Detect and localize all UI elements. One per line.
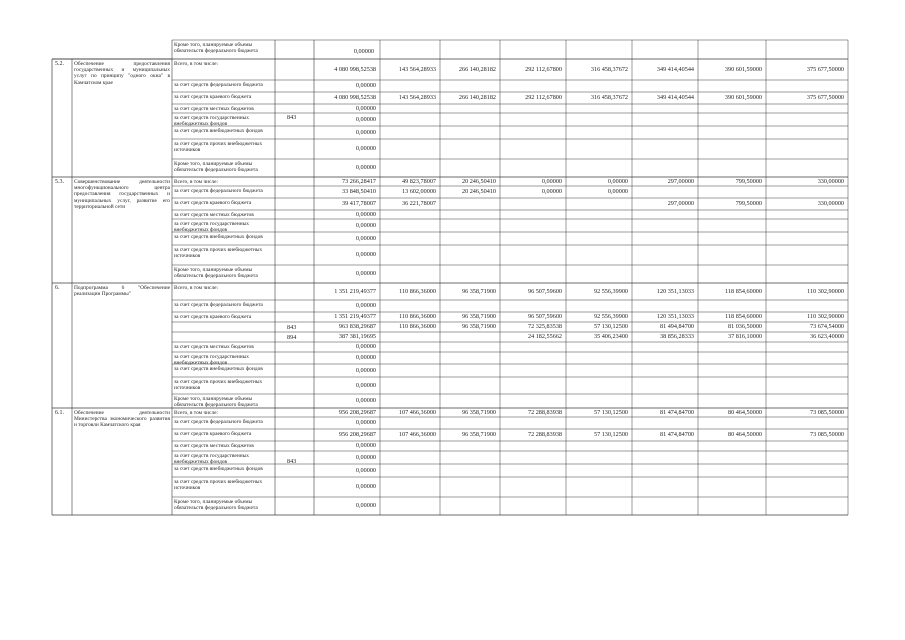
value-cell: 80 464,50000 bbox=[727, 409, 762, 416]
value-cell: 963 838,29687 bbox=[338, 323, 376, 330]
row-label: за счет средств краевого бюджета bbox=[174, 93, 252, 100]
row-label: за счет средств государственных внебюджетных фондов bbox=[174, 452, 249, 465]
value-cell: 81 494,84700 bbox=[659, 323, 694, 330]
row-label: за счет средств местных бюджетов bbox=[174, 211, 254, 218]
row-label: Всего, в том числе: bbox=[174, 409, 219, 416]
section-budget-code: 843 bbox=[287, 114, 297, 121]
row-label: за счет средств прочих внебюджетных источников bbox=[174, 246, 263, 259]
value-cell: 0,00000 bbox=[541, 188, 562, 195]
value-cell: 0,00000 bbox=[355, 82, 376, 89]
section-name: Обеспечение предоставления государственных и муниципальных услуг по принципу "одного окна" в Камчатском крае bbox=[74, 61, 170, 86]
row-label: за счет средств краевого бюджета bbox=[174, 430, 252, 437]
value-cell: 107 466,36000 bbox=[398, 409, 436, 416]
value-cell: 37 816,10000 bbox=[727, 333, 762, 340]
value-cell: 266 140,28182 bbox=[458, 94, 496, 101]
value-cell: 73 085,50000 bbox=[809, 409, 844, 416]
row-label: за счет средств прочих внебюджетных источников bbox=[174, 140, 263, 153]
value-cell: 349 414,40544 bbox=[656, 65, 694, 73]
value-cell: 799,50000 bbox=[735, 200, 762, 207]
section-number: 6.1. bbox=[55, 410, 64, 416]
value-cell: 1 351 219,49377 bbox=[334, 287, 376, 295]
value-cell: 0,00000 bbox=[355, 164, 376, 171]
budget-code: 894 bbox=[287, 334, 297, 341]
value-cell: 0,00000 bbox=[355, 419, 376, 426]
value-cell: 49 823,78007 bbox=[401, 178, 436, 185]
value-cell: 375 677,50000 bbox=[806, 94, 844, 101]
value-cell: 387 381,19695 bbox=[338, 333, 376, 340]
value-cell: 0,00000 bbox=[355, 466, 376, 474]
value-cell: 96 358,71900 bbox=[461, 313, 496, 320]
value-cell: 297,00000 bbox=[667, 200, 694, 207]
value-cell: 0,00000 bbox=[355, 343, 376, 350]
value-cell: 57 130,12500 bbox=[593, 409, 628, 416]
value-cell: 349 414,40544 bbox=[656, 94, 694, 101]
value-cell: 0,00000 bbox=[355, 145, 376, 152]
top-note-value: 0,00000 bbox=[353, 48, 374, 55]
row-label: за счет средств прочих внебюджетных источников bbox=[174, 378, 263, 391]
value-cell: 390 601,59000 bbox=[724, 94, 762, 101]
row-label: за счет средств внебюджетных фондов bbox=[174, 127, 263, 134]
value-cell: 0,00000 bbox=[355, 251, 376, 258]
value-cell: 0,00000 bbox=[355, 221, 376, 229]
row-label: Всего, в том числе: bbox=[174, 178, 219, 185]
value-cell: 110 866,36000 bbox=[399, 323, 436, 330]
value-cell: 36 623,40000 bbox=[809, 333, 844, 340]
value-cell: 0,00000 bbox=[355, 105, 376, 112]
value-cell: 96 358,71900 bbox=[461, 431, 496, 438]
value-cell: 118 854,60000 bbox=[725, 287, 762, 295]
row-label: за счет средств федерального бюджета bbox=[174, 301, 263, 308]
value-cell: 35 406,23400 bbox=[593, 333, 628, 340]
value-cell: 375 677,50000 bbox=[806, 65, 844, 73]
value-cell: 0,00000 bbox=[355, 502, 376, 509]
row-label: за счет средств внебюджетных фондов bbox=[174, 365, 263, 372]
value-cell: 0,00000 bbox=[355, 354, 376, 361]
value-cell: 72 288,83938 bbox=[527, 409, 562, 416]
value-cell: 0,00000 bbox=[355, 442, 376, 449]
value-cell: 20 246,50410 bbox=[461, 178, 496, 185]
value-cell: 120 351,13033 bbox=[656, 313, 694, 320]
value-cell: 0,00000 bbox=[355, 453, 376, 461]
row-label: за счет средств государственных внебюджетных фондов bbox=[174, 220, 249, 233]
value-cell: 799,50000 bbox=[735, 178, 762, 185]
row-label: за счет средств краевого бюджета bbox=[174, 199, 252, 206]
value-cell: 39 417,78007 bbox=[341, 200, 376, 207]
row-label: за счет средств федерального бюджета bbox=[174, 187, 263, 194]
value-cell: 107 466,36000 bbox=[398, 431, 436, 438]
value-cell: 57 130,12500 bbox=[593, 323, 628, 330]
value-cell: 36 221,78007 bbox=[401, 200, 436, 207]
value-cell: 330,00000 bbox=[817, 178, 844, 185]
value-cell: 24 182,55662 bbox=[527, 333, 562, 340]
row-label: Всего, в том числе: bbox=[174, 60, 219, 67]
value-cell: 96 507,59600 bbox=[527, 287, 562, 295]
value-cell: 73 266,28417 bbox=[341, 178, 376, 185]
value-cell: 110 302,90000 bbox=[807, 313, 844, 320]
section-number: 6. bbox=[55, 285, 60, 291]
value-cell: 92 556,39900 bbox=[593, 313, 628, 320]
row-label: Кроме того, планируемые объемы обязательств федерального бюджета bbox=[174, 395, 258, 408]
value-cell: 316 458,37672 bbox=[590, 65, 628, 73]
value-cell: 330,00000 bbox=[817, 200, 844, 207]
row-label: за счет средств федерального бюджета bbox=[174, 81, 263, 88]
section-name: Совершенствование деятельности многофункционального центра предоставления государственных и муниципальных услуг, развитие его территориальной сети bbox=[74, 179, 170, 210]
value-cell: 143 564,28933 bbox=[398, 94, 436, 101]
value-cell: 80 464,50000 bbox=[727, 431, 762, 438]
value-cell: 0,00000 bbox=[355, 302, 376, 309]
section-budget-code: 843 bbox=[287, 457, 297, 465]
section-number: 5.3. bbox=[55, 179, 64, 185]
value-cell: 81 474,84700 bbox=[659, 409, 694, 416]
row-label: за счет средств краевого бюджета bbox=[174, 313, 252, 320]
row-label: Кроме того, планируемые объемы обязательств федерального бюджета bbox=[174, 160, 258, 173]
value-cell: 96 358,71900 bbox=[461, 323, 496, 330]
value-cell: 0,00000 bbox=[355, 234, 376, 242]
value-cell: 13 602,00000 bbox=[401, 188, 436, 195]
value-cell: 390 601,59000 bbox=[724, 65, 762, 73]
value-cell: 81 036,50000 bbox=[727, 323, 762, 330]
value-cell: 0,00000 bbox=[355, 270, 376, 277]
section-name: Подпрограмма 6 "Обеспечение реализации Программы" bbox=[74, 285, 170, 298]
row-label: за счет средств местных бюджетов bbox=[174, 343, 254, 350]
row-label: за счет средств местных бюджетов bbox=[174, 442, 254, 449]
section-name: Обеспечение деятельности Министерства экономического развития и торговли Камчатского края bbox=[74, 410, 170, 429]
row-label: за счет средств внебюджетных фондов bbox=[174, 465, 263, 472]
value-cell: 0,00000 bbox=[607, 188, 628, 195]
value-cell: 72 325,83538 bbox=[527, 323, 562, 330]
value-cell: 297,00000 bbox=[667, 178, 694, 185]
value-cell: 96 358,71900 bbox=[461, 287, 496, 295]
value-cell: 956 208,29687 bbox=[338, 409, 376, 416]
row-label: за счет средств прочих внебюджетных источников bbox=[174, 478, 263, 491]
value-cell: 0,00000 bbox=[355, 128, 376, 136]
top-note-label: Кроме того, планируемые объемы обязательств федерального бюджета bbox=[174, 42, 258, 55]
value-cell: 92 556,39900 bbox=[593, 287, 628, 295]
value-cell: 20 246,50410 bbox=[461, 188, 496, 195]
value-cell: 0,00000 bbox=[355, 483, 376, 490]
value-cell: 118 854,60000 bbox=[725, 313, 762, 320]
value-cell: 292 112,67800 bbox=[525, 65, 562, 73]
budget-code: 843 bbox=[287, 324, 297, 331]
value-cell: 0,00000 bbox=[607, 178, 628, 185]
row-label: за счет средств федерального бюджета bbox=[174, 418, 263, 425]
value-cell: 0,00000 bbox=[355, 115, 376, 123]
value-cell: 316 458,37672 bbox=[590, 94, 628, 101]
row-label: за счет средств государственных внебюджетных фондов bbox=[174, 353, 249, 366]
value-cell: 33 848,50410 bbox=[341, 188, 376, 195]
row-label: Кроме того, планируемые объемы обязательств федерального бюджета bbox=[174, 498, 258, 511]
value-cell: 0,00000 bbox=[541, 178, 562, 185]
value-cell: 266 140,28182 bbox=[458, 65, 496, 73]
value-cell: 4 080 998,52538 bbox=[334, 65, 376, 73]
section-number: 5.2. bbox=[55, 61, 64, 67]
row-label: за счет средств государственных внебюджетных фондов bbox=[174, 114, 249, 127]
value-cell: 72 288,83938 bbox=[527, 431, 562, 438]
value-cell: 110 866,36000 bbox=[399, 287, 436, 295]
value-cell: 73 085,50000 bbox=[809, 431, 844, 438]
row-label: за счет средств местных бюджетов bbox=[174, 105, 254, 112]
value-cell: 0,00000 bbox=[355, 381, 376, 389]
value-cell: 110 302,90000 bbox=[807, 287, 844, 295]
value-cell: 0,00000 bbox=[355, 397, 376, 404]
value-cell: 38 856,28333 bbox=[659, 333, 694, 340]
value-cell: 57 130,12500 bbox=[593, 431, 628, 438]
value-cell: 4 080 998,52538 bbox=[334, 94, 376, 101]
value-cell: 1 351 219,49377 bbox=[334, 313, 376, 320]
value-cell: 120 351,13033 bbox=[656, 287, 694, 295]
value-cell: 81 474,84700 bbox=[659, 431, 694, 438]
value-cell: 292 112,67800 bbox=[525, 94, 562, 101]
value-cell: 110 866,36000 bbox=[399, 313, 436, 320]
row-label: за счет средств внебюджетных фондов bbox=[174, 233, 263, 240]
value-cell: 96 507,59600 bbox=[527, 313, 562, 320]
row-label: Всего, в том числе: bbox=[174, 284, 219, 291]
value-cell: 0,00000 bbox=[355, 366, 376, 374]
value-cell: 73 674,54000 bbox=[809, 323, 844, 330]
value-cell: 0,00000 bbox=[355, 211, 376, 218]
value-cell: 956 208,29687 bbox=[338, 431, 376, 438]
row-label: Кроме того, планируемые объемы обязательств федерального бюджета bbox=[174, 266, 258, 279]
value-cell: 143 564,28933 bbox=[398, 65, 436, 73]
value-cell: 96 358,71900 bbox=[461, 409, 496, 416]
